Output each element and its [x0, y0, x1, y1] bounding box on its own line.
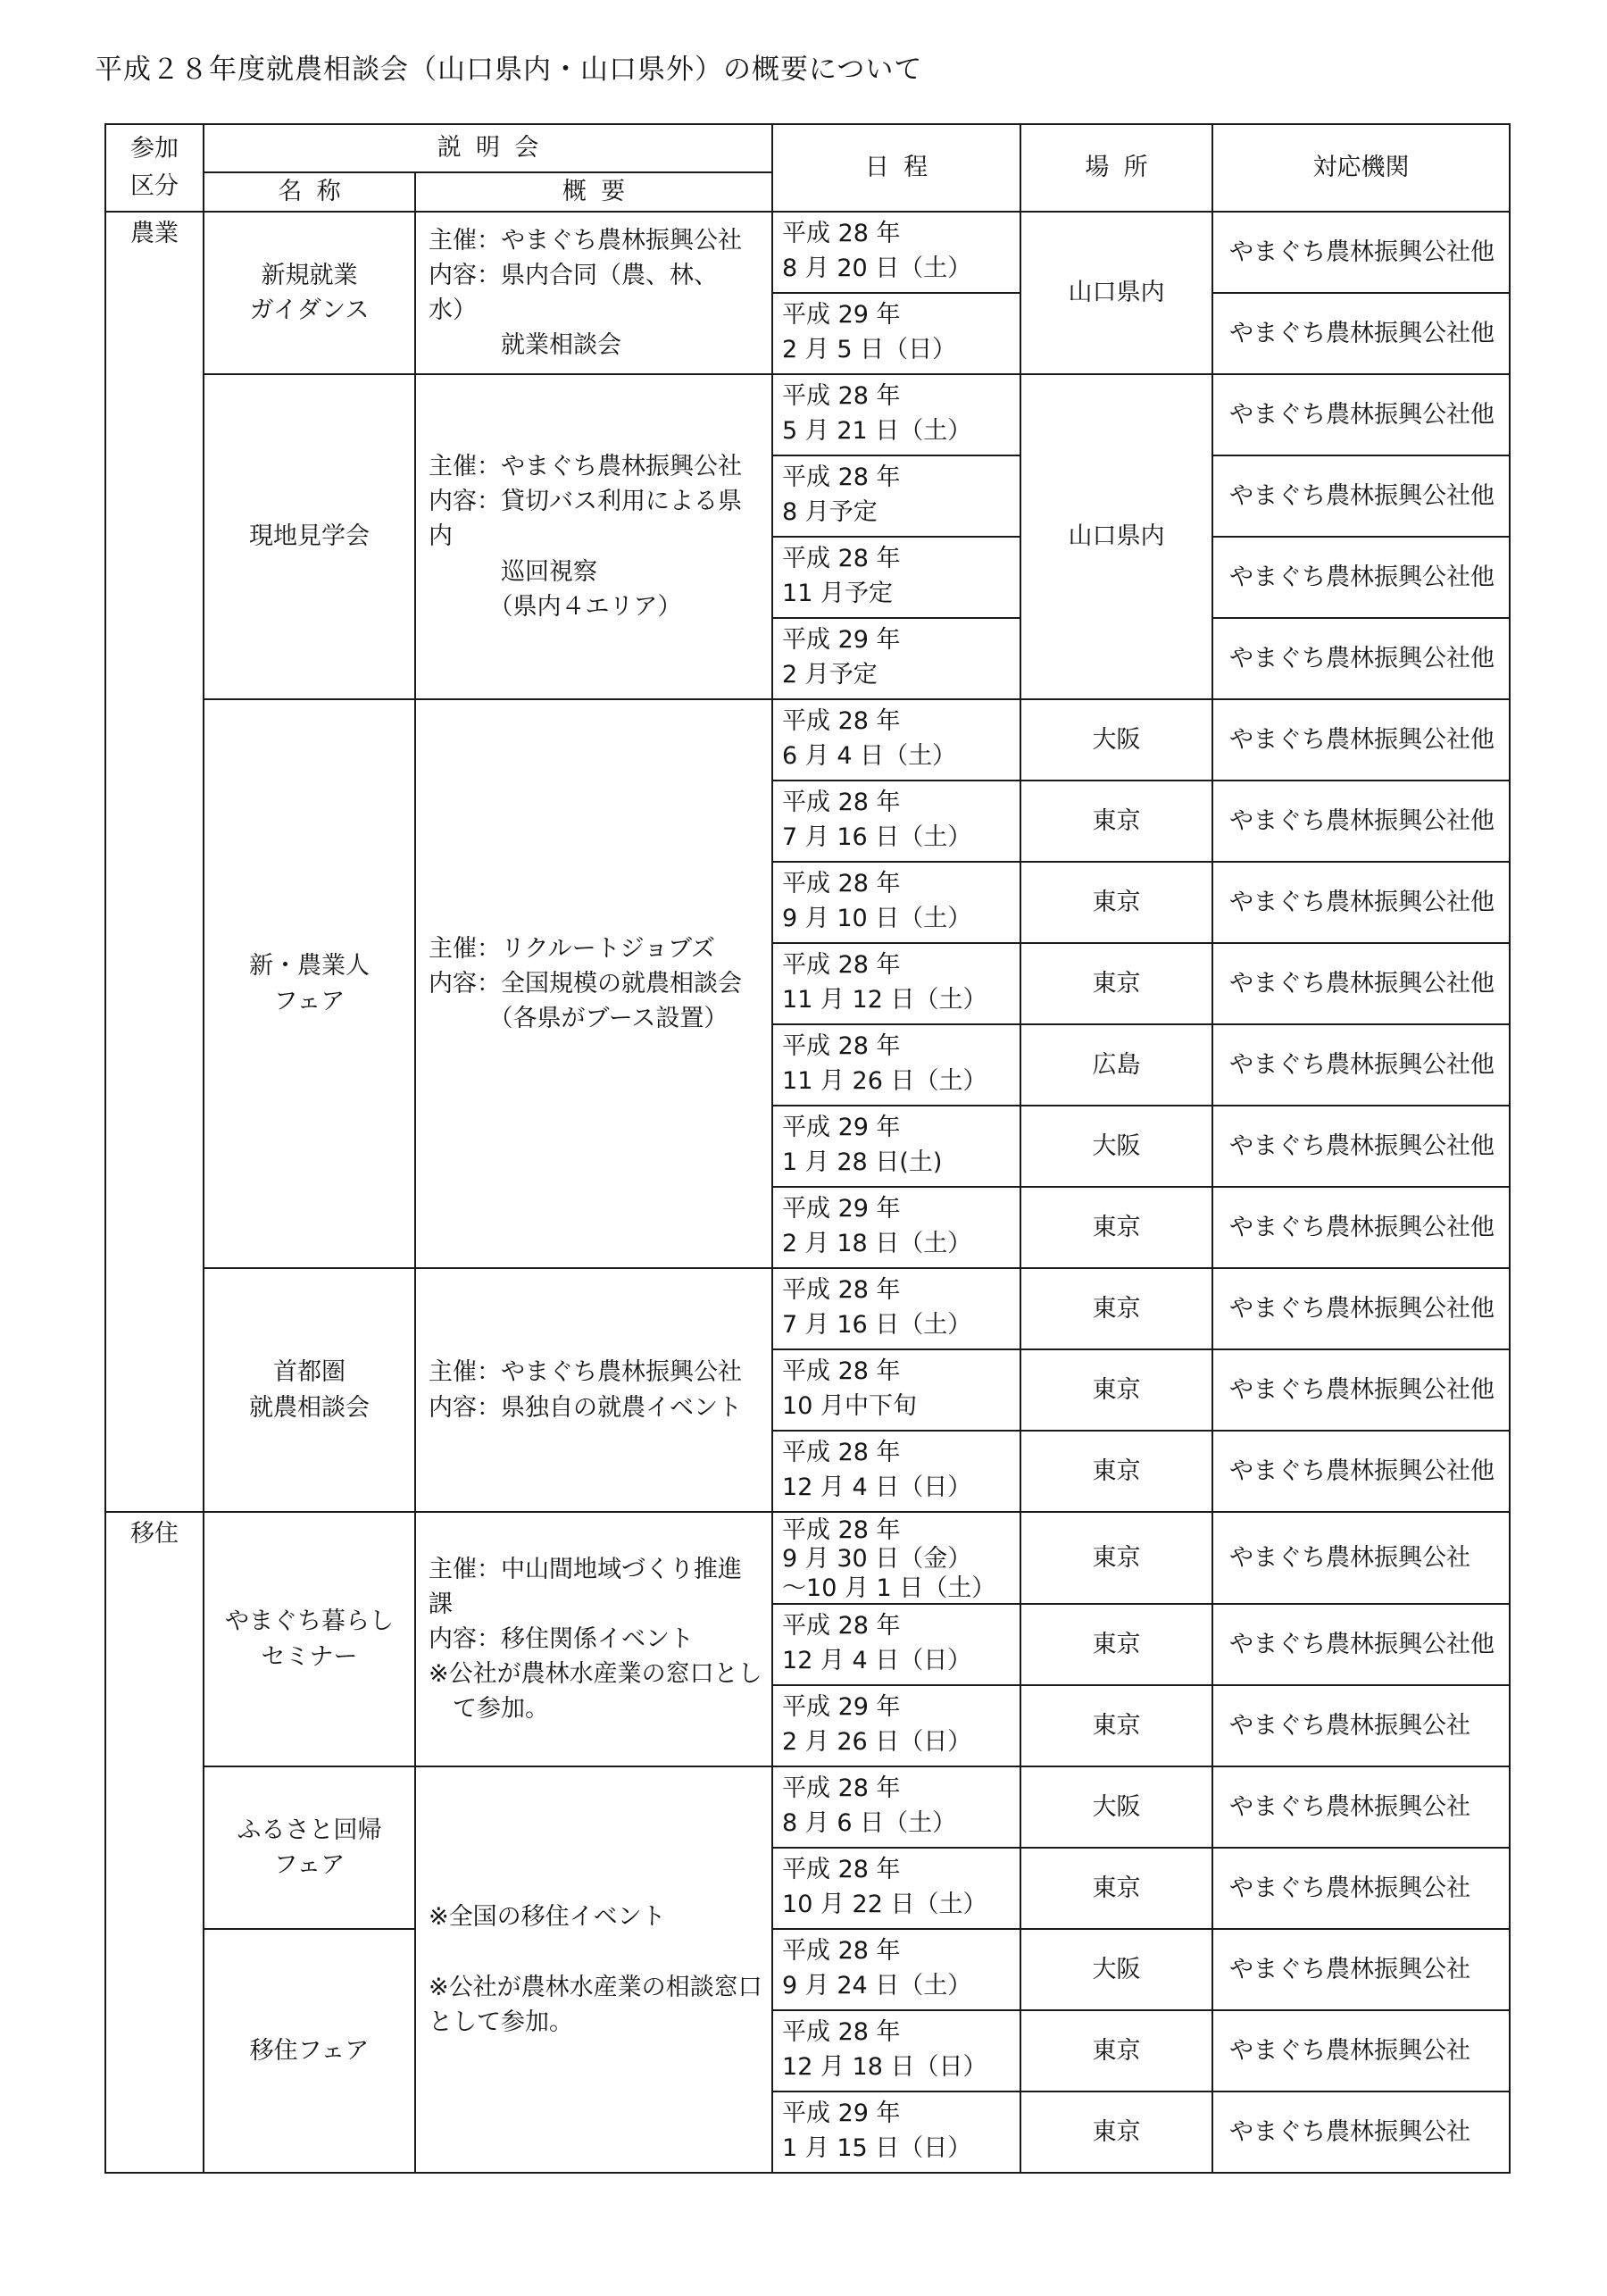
session-place: 大阪 [1020, 1766, 1212, 1848]
table-row [105, 1268, 1510, 1349]
session-date: 平成 29 年 2 月 5 日（日） [772, 293, 1020, 374]
session-date: 平成 28 年 10 月 22 日（土） [772, 1848, 1020, 1929]
event-name: 現地見学会 [204, 374, 415, 699]
session-place: 山口県内 [1020, 212, 1212, 374]
session-org: やまぐち農林振興公社 [1212, 1766, 1510, 1848]
event-name: 首都圏 就農相談会 [204, 1268, 415, 1512]
session-org: やまぐち農林振興公社他 [1212, 455, 1510, 537]
session-date: 平成 28 年 11 月予定 [772, 537, 1020, 618]
event-name: やまぐち暮らし セミナー [204, 1512, 415, 1766]
session-place: 東京 [1020, 1685, 1212, 1766]
header-place: 場所 [1020, 124, 1212, 212]
session-place: 東京 [1020, 2091, 1212, 2173]
table-row [105, 1766, 1510, 1848]
session-date: 平成 28 年 9 月 30 日（金） ～10 月 1 日（土） [772, 1512, 1020, 1604]
session-place: 山口県内 [1020, 374, 1212, 699]
header-name: 名称 [204, 172, 415, 212]
session-date: 平成 28 年 5 月 21 日（土） [772, 374, 1020, 455]
header-org: 対応機関 [1212, 124, 1510, 212]
event-overview: 主催：やまぐち農林振興公社 内容：貸切バス利用による県内 巡回視察 （県内４エリア） [415, 374, 772, 699]
session-place: 東京 [1020, 1349, 1212, 1431]
session-date: 平成 28 年 7 月 16 日（土） [772, 1268, 1020, 1349]
session-date: 平成 29 年 2 月予定 [772, 618, 1020, 699]
session-date: 平成 28 年 11 月 12 日（土） [772, 943, 1020, 1024]
session-org: やまぐち農林振興公社他 [1212, 943, 1510, 1024]
event-name: 新規就業 ガイダンス [204, 212, 415, 374]
session-date: 平成 28 年 7 月 16 日（土） [772, 781, 1020, 862]
session-org: やまぐち農林振興公社 [1212, 2091, 1510, 2173]
table-row [105, 212, 1510, 293]
session-org: やまぐち農林振興公社他 [1212, 1187, 1510, 1268]
session-date: 平成 28 年 9 月 10 日（土） [772, 862, 1020, 943]
session-org: やまぐち農林振興公社他 [1212, 293, 1510, 374]
table-row [105, 1512, 1510, 1604]
session-place: 東京 [1020, 1604, 1212, 1685]
session-org: やまぐち農林振興公社他 [1212, 374, 1510, 455]
session-org: やまぐち農林振興公社他 [1212, 618, 1510, 699]
category-cell: 移住 [105, 1512, 204, 2173]
header-row-top [105, 124, 1510, 172]
session-date: 平成 28 年 10 月中下旬 [772, 1349, 1020, 1431]
session-date: 平成 28 年 12 月 4 日（日） [772, 1431, 1020, 1512]
event-overview: 主催：やまぐち農林振興公社 内容：県内合同（農、林、水） 就業相談会 [415, 212, 772, 374]
session-place: 大阪 [1020, 1106, 1212, 1187]
session-date: 平成 28 年 8 月 20 日（土） [772, 212, 1020, 293]
session-place: 東京 [1020, 862, 1212, 943]
session-org: やまぐち農林振興公社他 [1212, 781, 1510, 862]
session-place: 東京 [1020, 1187, 1212, 1268]
session-place: 東京 [1020, 1512, 1212, 1604]
session-date: 平成 29 年 1 月 28 日(土) [772, 1106, 1020, 1187]
session-org: やまぐち農林振興公社他 [1212, 1349, 1510, 1431]
header-overview: 概要 [415, 172, 772, 212]
table-row [105, 699, 1510, 781]
session-place: 東京 [1020, 943, 1212, 1024]
session-date: 平成 28 年 8 月予定 [772, 455, 1020, 537]
session-org: やまぐち農林振興公社 [1212, 2010, 1510, 2091]
consultation-schedule-table [104, 123, 1511, 2174]
session-org: やまぐち農林振興公社 [1212, 1929, 1510, 2010]
session-org: やまぐち農林振興公社 [1212, 1512, 1510, 1604]
session-date: 平成 28 年 8 月 6 日（土） [772, 1766, 1020, 1848]
session-org: やまぐち農林振興公社他 [1212, 1024, 1510, 1106]
document-title: 平成２８年度就農相談会（山口県内・山口県外）の概要について [95, 54, 923, 86]
session-org: やまぐち農林振興公社他 [1212, 537, 1510, 618]
session-org: やまぐち農林振興公社他 [1212, 862, 1510, 943]
event-name: 移住フェア [204, 1929, 415, 2173]
header-category: 参加 区分 [105, 124, 204, 212]
session-place: 東京 [1020, 1431, 1212, 1512]
table-row [105, 1929, 1510, 2010]
session-place: 大阪 [1020, 1929, 1212, 2010]
shared-overview: ※全国の移住イベント ※公社が農林水産業の相談窓口 として参加。 [415, 1766, 772, 2173]
session-place: 東京 [1020, 781, 1212, 862]
event-overview: 主催：やまぐち農林振興公社 内容：県独自の就農イベント [415, 1268, 772, 1512]
session-org: やまぐち農林振興公社他 [1212, 1604, 1510, 1685]
session-date: 平成 28 年 6 月 4 日（土） [772, 699, 1020, 781]
session-org: やまぐち農林振興公社 [1212, 1848, 1510, 1929]
session-org: やまぐち農林振興公社他 [1212, 1268, 1510, 1349]
session-org: やまぐち農林振興公社他 [1212, 1106, 1510, 1187]
session-place: 東京 [1020, 2010, 1212, 2091]
event-overview: 主催：中山間地域づくり推進課 内容：移住関係イベント ※公社が農林水産業の窓口とし て参加。 [415, 1512, 772, 1766]
event-name: ふるさと回帰 フェア [204, 1766, 415, 1929]
session-place: 大阪 [1020, 699, 1212, 781]
event-name: 新・農業人 フェア [204, 699, 415, 1268]
session-org: やまぐち農林振興公社 [1212, 1685, 1510, 1766]
session-date: 平成 28 年 11 月 26 日（土） [772, 1024, 1020, 1106]
session-date: 平成 28 年 9 月 24 日（土） [772, 1929, 1020, 2010]
event-overview: 主催：リクルートジョブズ 内容：全国規模の就農相談会 （各県がブース設置） [415, 699, 772, 1268]
session-date: 平成 28 年 12 月 18 日（日） [772, 2010, 1020, 2091]
session-date: 平成 29 年 1 月 15 日（日） [772, 2091, 1020, 2173]
session-org: やまぐち農林振興公社他 [1212, 699, 1510, 781]
session-place: 東京 [1020, 1268, 1212, 1349]
session-date: 平成 28 年 12 月 4 日（日） [772, 1604, 1020, 1685]
category-cell: 農業 [105, 212, 204, 1512]
session-date: 平成 29 年 2 月 26 日（日） [772, 1685, 1020, 1766]
header-date: 日程 [772, 124, 1020, 212]
session-place: 広島 [1020, 1024, 1212, 1106]
session-org: やまぐち農林振興公社他 [1212, 1431, 1510, 1512]
session-date: 平成 29 年 2 月 18 日（土） [772, 1187, 1020, 1268]
header-seminar: 説明会 [204, 124, 772, 172]
session-org: やまぐち農林振興公社他 [1212, 212, 1510, 293]
table-row [105, 374, 1510, 455]
session-place: 東京 [1020, 1848, 1212, 1929]
